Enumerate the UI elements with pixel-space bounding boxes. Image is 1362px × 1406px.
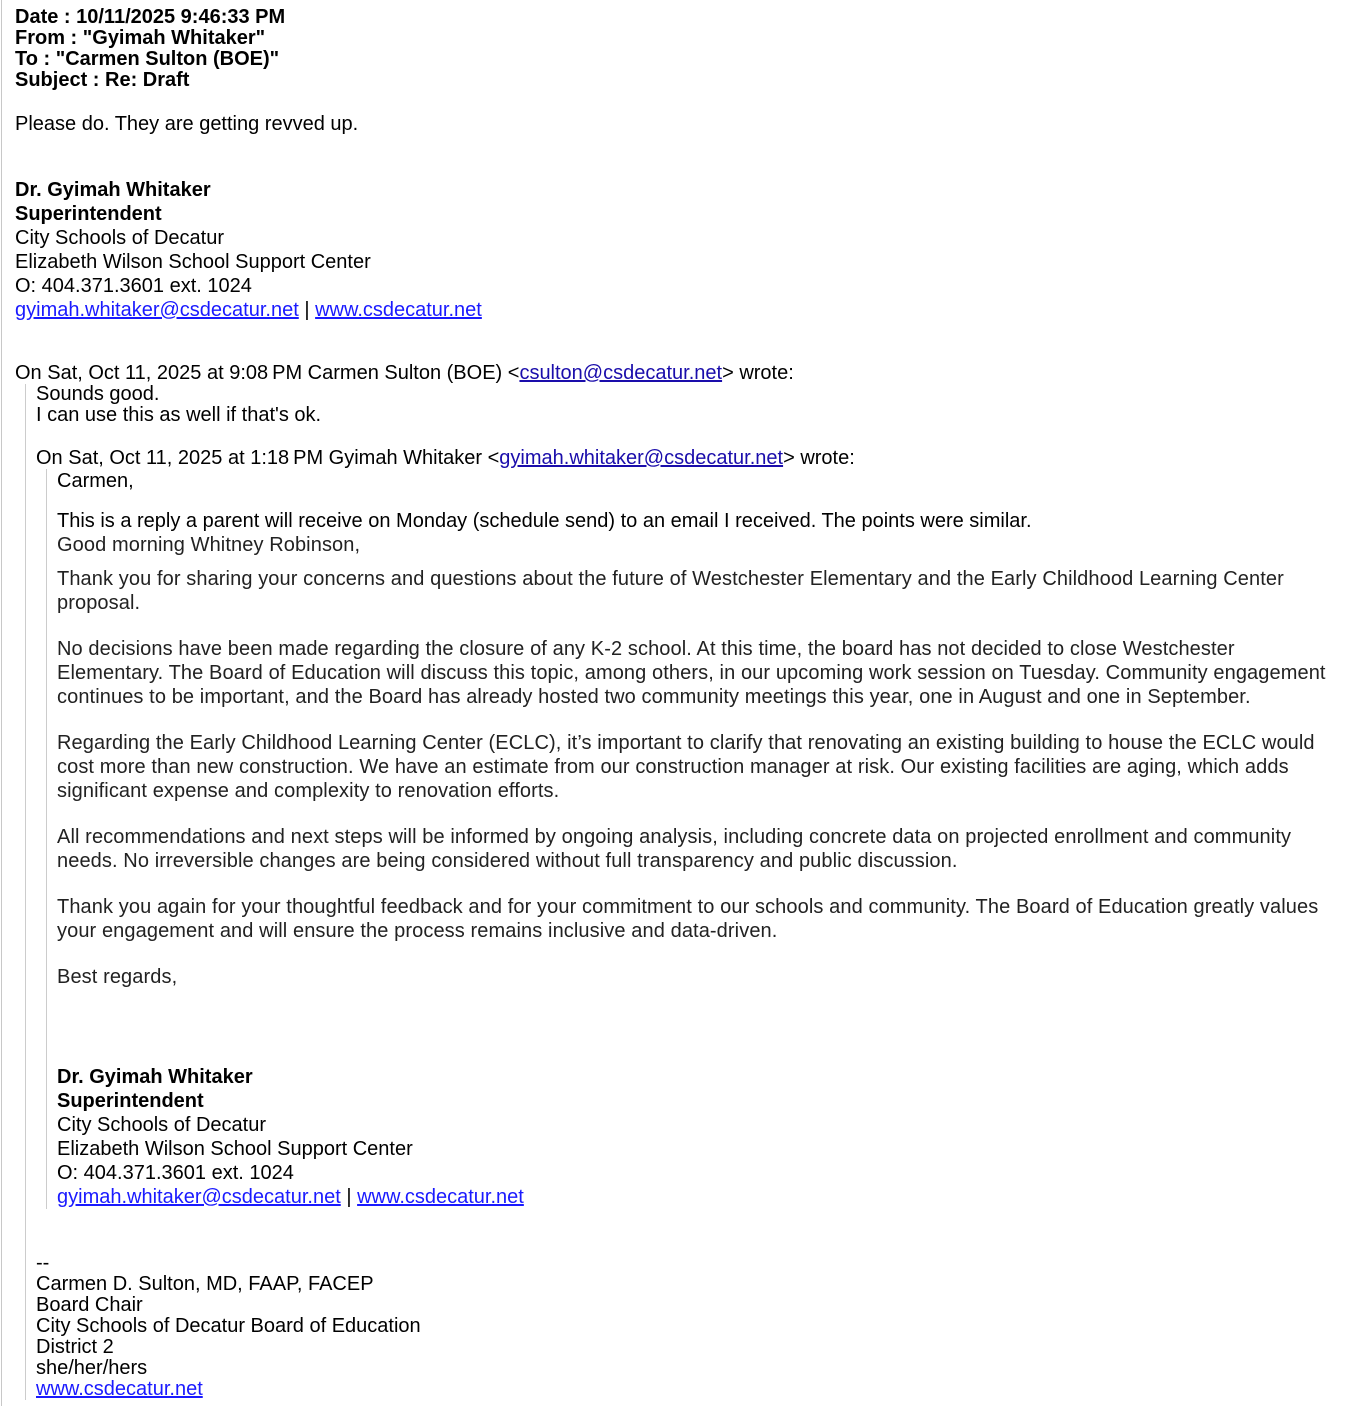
quote-line-2: I can use this as well if that's ok. [36,404,322,426]
paragraph: No decisions have been made regarding the closure of any K-2 school. At this time, the board has not decided to close Westchester Elementary. The Board of Education will discuss this topic, among others, in our upcoming work session on Tuesday. Community engagement continues to be important, and the Board has already hosted two community meetings this year, one in August and one in September. [57,638,1326,708]
sig-dashes: -- [36,1252,50,1274]
from-header: From : "Gyimah Whitaker" [15,27,266,49]
paragraph: Thank you for sharing your concerns and questions about the future of Westchester Elementary and the Early Childhood Learning Center proposal. [57,568,1284,614]
signature-email-link[interactable]: gyimah.whitaker@csdecatur.net [57,1186,341,1208]
closing: Best regards, [57,966,178,988]
blockquote-carmen [25,384,1345,1400]
inner-whitaker-signature [57,1065,1345,1209]
quote-header [15,362,1345,384]
greeting: Carmen, [57,470,134,492]
quote-header-email-link[interactable]: csulton@csdecatur.net [519,362,723,384]
carmen-org: City Schools of Decatur Board of Education [36,1315,421,1337]
signature-website-link[interactable]: www.csdecatur.net [357,1186,524,1208]
signature-email-link[interactable]: gyimah.whitaker@csdecatur.net [15,299,299,321]
signature-title: Superintendent [15,203,162,225]
scheduled-send-note: This is a reply a parent will receive on Monday (schedule send) to an email I received. The points were similar. [57,510,1032,532]
inner-quote-header-email-link[interactable]: gyimah.whitaker@csdecatur.net [499,447,784,469]
inner-quote-header-suffix: > wrote: [783,447,855,469]
paragraph: Thank you again for your thoughtful feedback and for your commitment to our schools and community. The Board of Education greatly values your engagement and will ensure the process remains inclusive and data-driven. [57,896,1319,942]
signature-location: Elizabeth Wilson School Support Center [57,1138,413,1160]
carmen-name: Carmen D. Sulton, MD, FAAP, FACEP [36,1273,374,1295]
email-document [15,7,1345,1400]
inner-quote-header-prefix: On Sat, Oct 11, 2025 at 1:18 PM Gyimah Whitaker < [36,447,500,469]
signature-title: Superintendent [57,1090,204,1112]
signature-name: Dr. Gyimah Whitaker [57,1066,253,1088]
parent-reply [57,533,1345,989]
email-headers [15,7,1345,91]
signature-links [15,298,1345,322]
signature-phone: O: 404.371.3601 ext. 1024 [15,275,252,297]
parent-salutation: Good morning Whitney Robinson, [57,534,361,556]
to-header: To : "Carmen Sulton (BOE)" [15,48,280,70]
whitaker-signature [15,178,1345,322]
date-header: Date : 10/11/2025 9:46:33 PM [15,6,286,28]
blockquote-whitaker [46,469,1345,1209]
carmen-website-link[interactable]: www.csdecatur.net [36,1378,203,1400]
subject-header: Subject : Re: Draft [15,69,190,91]
carmen-title: Board Chair [36,1294,143,1316]
signature-org: City Schools of Decatur [57,1114,266,1136]
signature-org: City Schools of Decatur [15,227,224,249]
signature-name: Dr. Gyimah Whitaker [15,179,211,201]
carmen-signature [36,1253,1345,1400]
carmen-pronouns: she/her/hers [36,1357,148,1379]
carmen-district: District 2 [36,1336,114,1358]
signature-website-link[interactable]: www.csdecatur.net [315,299,482,321]
signature-location: Elizabeth Wilson School Support Center [15,251,371,273]
quote-line-1: Sounds good. [36,383,160,405]
signature-separator: | [298,299,316,321]
paragraph: Regarding the Early Childhood Learning Center (ECLC), it’s important to clarify that renovating an existing building to house the ECLC would cost more than new construction. We have an estimate from our construction manager at risk. Our existing facilities are aging, which adds significant expense and complexity to renovation efforts. [57,732,1315,802]
quote-header-prefix: On Sat, Oct 11, 2025 at 9:08 PM Carmen Sulton (BOE) < [15,362,520,384]
signature-phone: O: 404.371.3601 ext. 1024 [57,1162,294,1184]
left-margin-rule [1,0,2,1406]
signature-separator: | [340,1186,358,1208]
inner-quote-header [36,448,1345,469]
quote-header-suffix: > wrote: [722,362,794,384]
paragraph: All recommendations and next steps will be informed by ongoing analysis, including concrete data on projected enrollment and community needs. No irreversible changes are being considered without full transparency and public discussion. [57,826,1292,872]
reply-body: Please do. They are getting revved up. [15,113,359,135]
signature-links [57,1185,1345,1209]
